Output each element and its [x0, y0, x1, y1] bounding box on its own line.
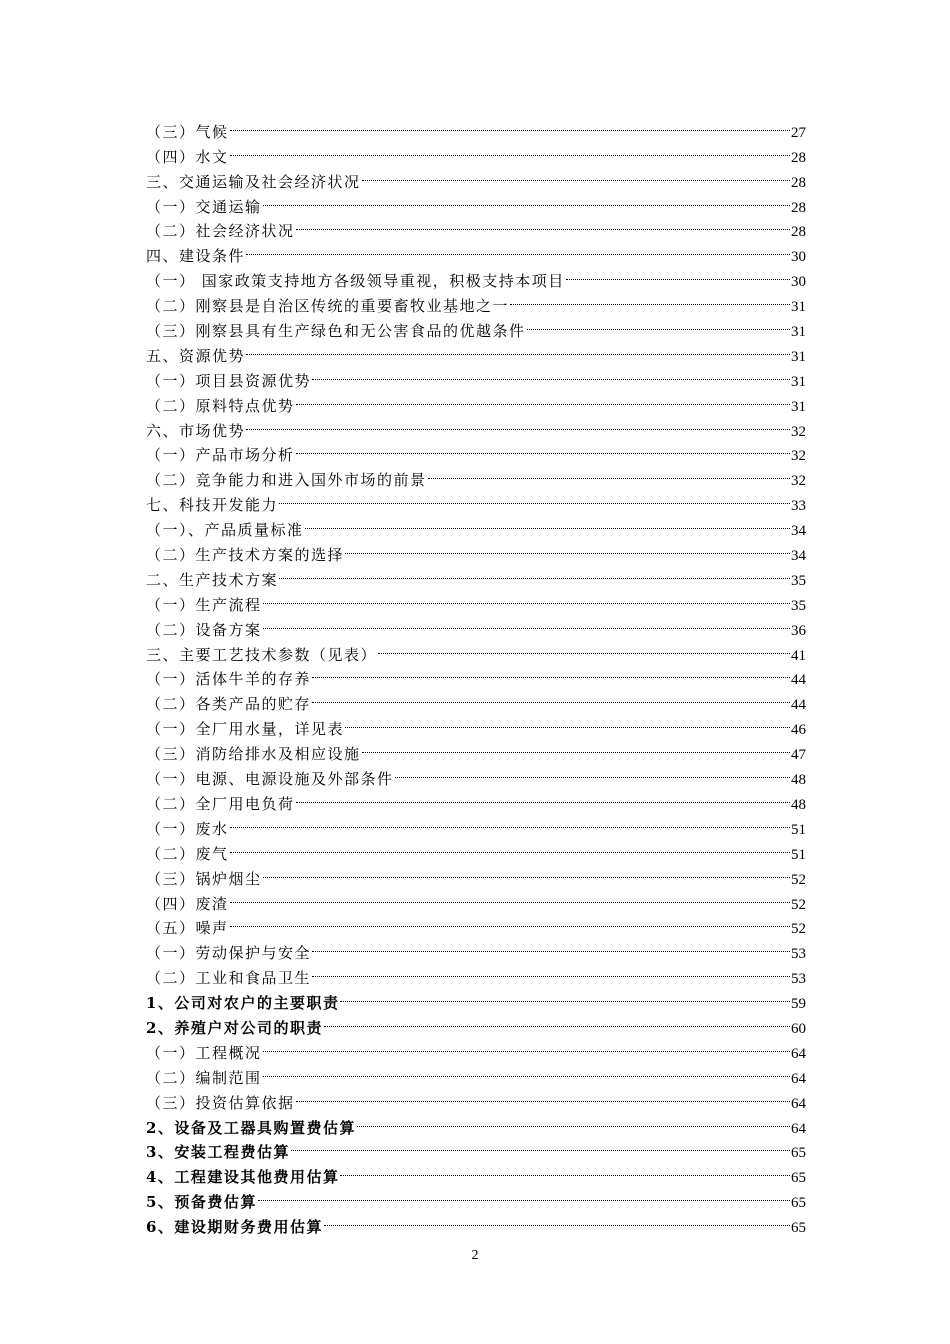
toc-entry-title: （二）社会经济状况	[146, 222, 295, 241]
dot-leader	[263, 187, 790, 212]
dot-leader	[345, 709, 790, 734]
toc-entry-title: （一）项目县资源优势	[146, 371, 312, 390]
dot-leader	[566, 261, 790, 286]
toc-entry-page-number: 31	[791, 348, 806, 365]
page-number: 2	[471, 1248, 479, 1263]
dot-leader	[312, 361, 790, 386]
toc-entry[interactable]	[146, 162, 806, 191]
dot-leader	[324, 1008, 790, 1033]
toc-entry-page-number: 28	[791, 199, 806, 216]
dot-leader	[340, 983, 790, 1008]
toc-entry-title: （三）刚察县具有生产绿色和无公害食品的优越条件	[146, 322, 526, 341]
toc-entry-title: （五）噪声	[146, 919, 229, 938]
toc-entry-page-number: 44	[791, 672, 806, 689]
toc-entry-page-number: 28	[791, 149, 806, 166]
toc-entry-page-number: 44	[791, 697, 806, 714]
toc-entry-page-number: 31	[791, 299, 806, 316]
dot-leader	[230, 909, 790, 934]
dot-leader	[279, 560, 790, 585]
toc-entry[interactable]	[146, 809, 806, 838]
toc-entry-title: 6、建设期财务费用估算	[146, 1218, 323, 1237]
toc-entry-page-number: 48	[791, 772, 806, 789]
toc-entry-page-number: 31	[791, 324, 806, 341]
dot-leader	[230, 834, 790, 859]
dot-leader	[230, 884, 790, 909]
dot-leader	[230, 112, 790, 137]
dot-leader	[357, 1108, 790, 1133]
toc-entry-page-number: 53	[791, 946, 806, 963]
toc-entry-title: （三）投资估算依据	[146, 1093, 295, 1112]
toc-entry[interactable]	[146, 859, 806, 888]
toc-entry[interactable]	[146, 834, 806, 863]
dot-leader	[258, 1182, 790, 1207]
toc-entry-page-number: 65	[791, 1145, 806, 1162]
toc-entry-page-number: 35	[791, 572, 806, 589]
toc-entry-page-number: 31	[791, 373, 806, 390]
toc-entry-page-number: 36	[791, 622, 806, 639]
dot-leader	[296, 386, 790, 411]
dot-leader	[279, 485, 790, 510]
dot-leader	[263, 859, 790, 884]
toc-entry-page-number: 32	[791, 473, 806, 490]
toc-entry-title: 三、交通运输及社会经济状况	[146, 172, 361, 191]
dot-leader	[230, 809, 790, 834]
toc-entry-title: （三）气候	[146, 122, 229, 141]
dot-leader	[312, 660, 790, 685]
toc-entry-title: （二）工业和食品卫生	[146, 969, 312, 988]
toc-entry-title: 三、主要工艺技术参数（见表）	[146, 645, 378, 664]
toc-entry-page-number: 65	[791, 1220, 806, 1237]
toc-entry-page-number: 33	[791, 498, 806, 515]
toc-entry-page-number: 48	[791, 796, 806, 813]
toc-entry-title: 2、设备及工器具购置费估算	[146, 1118, 356, 1137]
toc-entry-page-number: 46	[791, 722, 806, 739]
dot-leader	[305, 510, 790, 535]
toc-entry[interactable]	[146, 909, 806, 938]
toc-entry-page-number: 31	[791, 398, 806, 415]
toc-entry-page-number: 64	[791, 1095, 806, 1112]
toc-entry-title: （一） 国家政策支持地方各级领导重视，积极支持本项目	[146, 272, 565, 291]
toc-entry-page-number: 30	[791, 274, 806, 291]
toc-entry-page-number: 64	[791, 1070, 806, 1087]
dot-leader	[345, 535, 790, 560]
toc-entry-page-number: 27	[791, 124, 806, 141]
table-of-contents	[146, 112, 806, 1237]
toc-entry-page-number: 34	[791, 548, 806, 565]
toc-entry-title: （三）锅炉烟尘	[146, 869, 262, 888]
toc-entry-page-number: 28	[791, 224, 806, 241]
toc-entry-title: （四）水文	[146, 147, 229, 166]
dot-leader	[246, 236, 790, 261]
toc-entry-page-number: 65	[791, 1170, 806, 1187]
dot-leader	[362, 162, 790, 187]
toc-entry-page-number: 41	[791, 647, 806, 664]
dot-leader	[296, 784, 790, 809]
toc-entry-page-number: 65	[791, 1195, 806, 1212]
toc-entry-title: （二）竞争能力和进入国外市场的前景	[146, 471, 427, 490]
dot-leader	[291, 1133, 790, 1158]
dot-leader	[263, 1058, 790, 1083]
toc-entry-page-number: 34	[791, 523, 806, 540]
toc-entry-title: 2、养殖户对公司的职责	[146, 1018, 323, 1037]
toc-entry-title: （一）劳动保护与安全	[146, 944, 312, 963]
toc-entry[interactable]	[146, 884, 806, 913]
toc-entry-title: 1、公司对农户的主要职责	[146, 994, 340, 1013]
dot-leader	[246, 336, 790, 361]
toc-entry-page-number: 51	[791, 846, 806, 863]
toc-entry-title: （一）生产流程	[146, 595, 262, 614]
toc-entry-title: 二、生产技术方案	[146, 570, 279, 589]
dot-leader	[230, 137, 790, 162]
dot-leader	[263, 585, 790, 610]
toc-entry-title: 七、科技开发能力	[146, 496, 279, 515]
dot-leader	[312, 933, 790, 958]
dot-leader	[324, 1207, 790, 1232]
toc-entry-title: （一）产品市场分析	[146, 446, 295, 465]
toc-entry-page-number: 59	[791, 996, 806, 1013]
dot-leader	[263, 1033, 790, 1058]
dot-leader	[362, 734, 790, 759]
toc-entry-title: （一）全厂用水量，详见表	[146, 720, 345, 739]
toc-entry-title: 四、建设条件	[146, 247, 246, 266]
toc-entry-title: （一）废水	[146, 819, 229, 838]
toc-entry-title: （二）全厂用电负荷	[146, 794, 295, 813]
toc-entry-title: （三）消防给排水及相应设施	[146, 745, 361, 764]
toc-entry-page-number: 53	[791, 971, 806, 988]
toc-entry-page-number: 30	[791, 249, 806, 266]
dot-leader	[510, 286, 790, 311]
toc-entry-title: （一）交通运输	[146, 197, 262, 216]
dot-leader	[527, 311, 790, 336]
toc-entry-page-number: 32	[791, 448, 806, 465]
toc-entry-page-number: 60	[791, 1020, 806, 1037]
toc-entry-title: 4、工程建设其他费用估算	[146, 1168, 340, 1187]
toc-entry-page-number: 52	[791, 921, 806, 938]
toc-entry-title: （四）废渣	[146, 894, 229, 913]
toc-entry-title: 5、预备费估算	[146, 1193, 257, 1212]
toc-entry-page-number: 52	[791, 896, 806, 913]
toc-entry[interactable]	[146, 112, 806, 141]
toc-entry[interactable]	[146, 933, 806, 963]
dot-leader	[296, 436, 790, 461]
toc-entry-page-number: 47	[791, 747, 806, 764]
toc-entry[interactable]	[146, 137, 806, 166]
toc-entry-title: （二）设备方案	[146, 620, 262, 639]
toc-entry-page-number: 32	[791, 423, 806, 440]
toc-entry-title: 六、市场优势	[146, 421, 246, 440]
toc-entry-page-number: 64	[791, 1120, 806, 1137]
toc-entry-title: 3、安装工程费估算	[146, 1143, 290, 1162]
dot-leader	[312, 684, 790, 709]
dot-leader	[312, 958, 790, 983]
toc-entry-title: （二）生产技术方案的选择	[146, 546, 345, 565]
toc-entry-title: 五、资源优势	[146, 346, 246, 365]
dot-leader	[428, 460, 790, 485]
dot-leader	[296, 212, 790, 237]
toc-entry-title: （一）工程概况	[146, 1043, 262, 1062]
toc-entry-title: （一）电源、电源设施及外部条件	[146, 770, 394, 789]
toc-entry-title: （二）刚察县是自治区传统的重要畜牧业基地之一	[146, 297, 510, 316]
dot-leader	[246, 411, 790, 436]
dot-leader	[263, 610, 790, 635]
toc-entry-page-number: 35	[791, 597, 806, 614]
toc-entry-page-number: 52	[791, 871, 806, 888]
toc-entry-page-number: 51	[791, 821, 806, 838]
toc-entry-title: （二）编制范围	[146, 1068, 262, 1087]
toc-entry-page-number: 64	[791, 1045, 806, 1062]
toc-entry-title: （一）活体牛羊的存养	[146, 670, 312, 689]
toc-entry-title: （二）原料特点优势	[146, 396, 295, 415]
toc-entry-title: （二）废气	[146, 844, 229, 863]
toc-entry-title: （二）各类产品的贮存	[146, 695, 312, 714]
dot-leader	[340, 1157, 790, 1182]
dot-leader	[378, 635, 790, 660]
dot-leader	[296, 1083, 790, 1108]
dot-leader	[395, 759, 790, 784]
toc-entry-title: （一）、产品质量标准	[146, 521, 304, 540]
toc-entry-page-number: 28	[791, 174, 806, 191]
